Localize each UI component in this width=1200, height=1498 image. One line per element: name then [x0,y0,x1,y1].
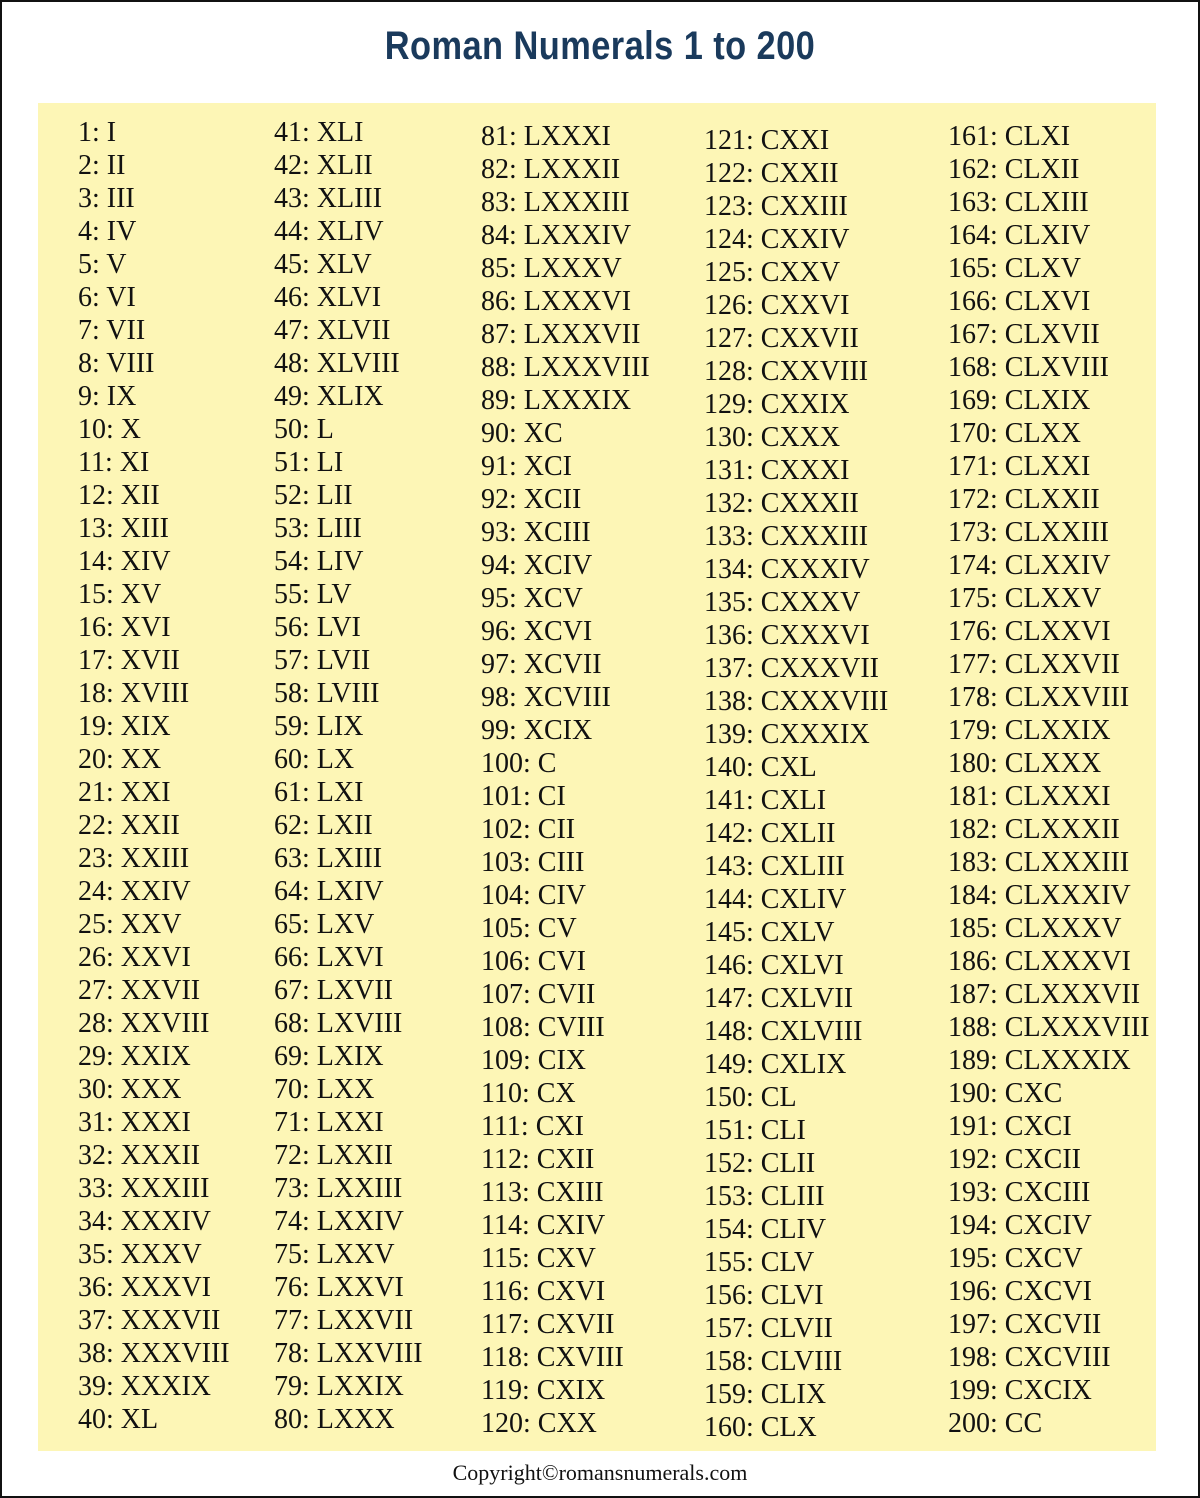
numeral-entry: 87: LXXXVII [481,319,641,350]
numeral-entry: 150: CL [704,1082,797,1113]
numeral-entry: 154: CLIV [704,1214,827,1245]
numeral-entry: 96: XCVI [481,616,593,647]
numeral-entry: 53: LIII [274,513,362,544]
numeral-entry: 199: CXCIX [948,1375,1092,1406]
numerals-panel [38,103,1156,1451]
numeral-entry: 65: LXV [274,909,375,940]
numeral-entry: 26: XXVI [78,942,191,973]
numeral-entry: 175: CLXXV [948,583,1102,614]
numeral-entry: 92: XCII [481,484,582,515]
numeral-entry: 117: CXVII [481,1309,615,1340]
numeral-entry: 147: CXLVII [704,983,854,1014]
numeral-entry: 164: CLXIV [948,220,1091,251]
numeral-entry: 138: CXXXVIII [704,686,889,717]
numeral-entry: 167: CLXVII [948,319,1100,350]
numeral-entry: 42: XLII [274,150,373,181]
numeral-entry: 97: XCVII [481,649,602,680]
numeral-entry: 95: XCV [481,583,583,614]
numeral-entry: 14: XIV [78,546,171,577]
numeral-entry: 126: CXXVI [704,290,850,321]
numeral-entry: 28: XXVIII [78,1008,210,1039]
numeral-entry: 191: CXCI [948,1111,1072,1142]
numeral-entry: 172: CLXXII [948,484,1100,515]
numeral-entry: 137: CXXXVII [704,653,879,684]
numeral-entry: 148: CXLVIII [704,1016,863,1047]
numeral-entry: 140: CXL [704,752,817,783]
numeral-entry: 145: CXLV [704,917,835,948]
numeral-entry: 188: CLXXXVIII [948,1012,1150,1043]
numeral-entry: 144: CXLIV [704,884,847,915]
numeral-entry: 40: XL [78,1404,159,1435]
numeral-entry: 103: CIII [481,847,585,878]
numeral-entry: 162: CLXII [948,154,1080,185]
numeral-entry: 27: XXVII [78,975,201,1006]
numeral-entry: 86: LXXXVI [481,286,632,317]
numeral-entry: 193: CXCIII [948,1177,1091,1208]
numeral-entry: 106: CVI [481,946,586,977]
numeral-entry: 146: CXLVI [704,950,844,981]
numeral-entry: 56: LVI [274,612,361,643]
numeral-entry: 194: CXCIV [948,1210,1092,1241]
numeral-entry: 1: I [78,117,117,148]
numeral-entry: 177: CLXXVII [948,649,1120,680]
numeral-entry: 134: CXXXIV [704,554,870,585]
numeral-entry: 131: CXXXI [704,455,850,486]
numeral-entry: 139: CXXXIX [704,719,870,750]
numeral-entry: 174: CLXXIV [948,550,1111,581]
numeral-entry: 33: XXXIII [78,1173,210,1204]
numeral-entry: 90: XC [481,418,563,449]
numeral-entry: 127: CXXVII [704,323,859,354]
numeral-entry: 200: CC [948,1408,1043,1439]
numeral-entry: 151: CLI [704,1115,806,1146]
numeral-entry: 79: LXXIX [274,1371,404,1402]
numeral-entry: 30: XXX [78,1074,182,1105]
numeral-entry: 159: CLIX [704,1379,827,1410]
numeral-entry: 50: L [274,414,334,445]
numeral-entry: 71: LXXI [274,1107,384,1138]
numeral-entry: 11: XI [78,447,150,478]
numeral-entry: 46: XLVI [274,282,382,313]
numeral-entry: 133: CXXXIII [704,521,869,552]
numeral-entry: 47: XLVII [274,315,391,346]
numeral-entry: 158: CLVIII [704,1346,843,1377]
numeral-entry: 155: CLV [704,1247,815,1278]
numeral-entry: 105: CV [481,913,577,944]
numeral-entry: 141: CXLI [704,785,827,816]
numeral-entry: 135: CXXXV [704,587,861,618]
numeral-entry: 10: X [78,414,141,445]
numeral-entry: 37: XXXVII [78,1305,221,1336]
numeral-entry: 125: CXXV [704,257,841,288]
numeral-entry: 180: CLXXX [948,748,1102,779]
numeral-entry: 78: LXXVIII [274,1338,423,1369]
numeral-entry: 19: XIX [78,711,171,742]
numeral-entry: 160: CLX [704,1412,817,1443]
numeral-entry: 169: CLXIX [948,385,1091,416]
numeral-entry: 190: CXC [948,1078,1063,1109]
numeral-entry: 60: LX [274,744,355,775]
numeral-entry: 80: LXXX [274,1404,395,1435]
numeral-entry: 107: CVII [481,979,596,1010]
numeral-entry: 44: XLIV [274,216,384,247]
numeral-entry: 195: CXCV [948,1243,1083,1274]
numeral-entry: 149: CXLIX [704,1049,847,1080]
numeral-entry: 109: CIX [481,1045,586,1076]
numeral-entry: 64: LXIV [274,876,384,907]
numeral-entry: 32: XXXII [78,1140,201,1171]
numeral-entry: 3: III [78,183,135,214]
numeral-entry: 82: LXXXII [481,154,621,185]
numeral-entry: 173: CLXXIII [948,517,1109,548]
numeral-entry: 58: LVIII [274,678,380,709]
page-title: Roman Numerals 1 to 200 [384,24,816,68]
numeral-entry: 118: CXVIII [481,1342,624,1373]
numeral-entry: 189: CLXXXIX [948,1045,1131,1076]
numeral-entry: 110: CX [481,1078,576,1109]
numeral-entry: 6: VI [78,282,136,313]
numeral-entry: 81: LXXXI [481,121,611,152]
numeral-entry: 23: XXIII [78,843,190,874]
numeral-entry: 55: LV [274,579,352,610]
numeral-entry: 166: CLXVI [948,286,1091,317]
numeral-entry: 45: XLV [274,249,372,280]
numeral-entry: 114: CXIV [481,1210,606,1241]
numeral-entry: 152: CLII [704,1148,816,1179]
numeral-entry: 73: LXXIII [274,1173,403,1204]
numeral-entry: 171: CLXXI [948,451,1091,482]
numeral-entry: 129: CXXIX [704,389,850,420]
numeral-entry: 20: XX [78,744,162,775]
numeral-entry: 122: CXXII [704,158,839,189]
numeral-entry: 21: XXI [78,777,171,808]
numeral-entry: 124: CXXIV [704,224,850,255]
numeral-entry: 89: LXXXIX [481,385,632,416]
numeral-entry: 2: II [78,150,126,181]
numeral-entry: 156: CLVI [704,1280,824,1311]
numeral-entry: 38: XXXVIII [78,1338,230,1369]
numeral-entry: 62: LXII [274,810,373,841]
numeral-entry: 22: XXII [78,810,180,841]
numeral-entry: 74: LXXIV [274,1206,404,1237]
numeral-entry: 170: CLXX [948,418,1081,449]
numeral-entry: 198: CXCVIII [948,1342,1111,1373]
numeral-entry: 113: CXIII [481,1177,604,1208]
numeral-entry: 49: XLIX [274,381,384,412]
numeral-entry: 66: LXVI [274,942,384,973]
numeral-entry: 57: LVII [274,645,371,676]
numeral-entry: 39: XXXIX [78,1371,211,1402]
numeral-entry: 136: CXXXVI [704,620,870,651]
numeral-entry: 185: CLXXXV [948,913,1122,944]
numeral-entry: 104: CIV [481,880,586,911]
numeral-entry: 76: LXXVI [274,1272,404,1303]
numeral-entry: 41: XLI [274,117,364,148]
numeral-entry: 84: LXXXIV [481,220,632,251]
numeral-entry: 111: CXI [481,1111,584,1142]
numeral-entry: 121: CXXI [704,125,830,156]
numeral-entry: 29: XXIX [78,1041,191,1072]
numeral-entry: 24: XXIV [78,876,191,907]
numeral-entry: 12: XII [78,480,160,511]
numeral-entry: 123: CXXIII [704,191,848,222]
numeral-entry: 63: LXIII [274,843,383,874]
numeral-entry: 165: CLXV [948,253,1081,284]
numeral-entry: 43: XLIII [274,183,383,214]
numeral-entry: 120: CXX [481,1408,597,1439]
numeral-entry: 101: CI [481,781,566,812]
numeral-entry: 192: CXCII [948,1144,1081,1175]
numeral-entry: 52: LII [274,480,353,511]
numeral-entry: 25: XXV [78,909,182,940]
numeral-entry: 7: VII [78,315,146,346]
numeral-entry: 153: CLIII [704,1181,825,1212]
numeral-entry: 54: LIV [274,546,364,577]
numeral-entry: 181: CLXXXI [948,781,1111,812]
numeral-entry: 18: XVIII [78,678,190,709]
numeral-entry: 17: XVII [78,645,180,676]
numeral-entry: 91: XCI [481,451,572,482]
numeral-entry: 4: IV [78,216,137,247]
numeral-entry: 75: LXXV [274,1239,395,1270]
numeral-entry: 186: CLXXXVI [948,946,1131,977]
numeral-entry: 61: LXI [274,777,364,808]
numeral-entry: 157: CLVII [704,1313,833,1344]
numeral-entry: 100: C [481,748,557,779]
numeral-entry: 132: CXXXII [704,488,859,519]
numeral-entry: 112: CXII [481,1144,595,1175]
numeral-entry: 67: LXVII [274,975,393,1006]
numeral-entry: 69: LXIX [274,1041,384,1072]
numeral-entry: 99: XCIX [481,715,593,746]
numeral-entry: 108: CVIII [481,1012,605,1043]
numeral-entry: 182: CLXXXII [948,814,1120,845]
numeral-entry: 94: XCIV [481,550,593,581]
numeral-entry: 176: CLXXVI [948,616,1111,647]
numeral-entry: 179: CLXXIX [948,715,1111,746]
numeral-entry: 77: LXXVII [274,1305,414,1336]
numeral-entry: 88: LXXXVIII [481,352,650,383]
numeral-entry: 116: CXVI [481,1276,606,1307]
numeral-entry: 119: CXIX [481,1375,606,1406]
numeral-entry: 13: XIII [78,513,169,544]
numeral-entry: 143: CXLIII [704,851,845,882]
numeral-entry: 9: IX [78,381,137,412]
numeral-entry: 168: CLXVIII [948,352,1109,383]
numeral-entry: 83: LXXXIII [481,187,630,218]
numeral-entry: 163: CLXIII [948,187,1089,218]
numeral-entry: 184: CLXXXIV [948,880,1131,911]
numeral-entry: 48: XLVIII [274,348,400,379]
numeral-entry: 187: CLXXXVII [948,979,1141,1010]
numeral-entry: 70: LXX [274,1074,375,1105]
numeral-entry: 98: XCVIII [481,682,611,713]
numeral-entry: 34: XXXIV [78,1206,211,1237]
numeral-entry: 31: XXXI [78,1107,191,1138]
numeral-entry: 8: VIII [78,348,155,379]
numeral-entry: 161: CLXI [948,121,1071,152]
numeral-entry: 85: LXXXV [481,253,622,284]
numeral-entry: 142: CXLII [704,818,836,849]
numeral-entry: 5: V [78,249,127,280]
numeral-entry: 178: CLXXVIII [948,682,1130,713]
numeral-entry: 59: LIX [274,711,364,742]
copyright-footer: Copyright©romansnumerals.com [452,1460,748,1485]
numeral-entry: 35: XXXV [78,1239,202,1270]
numeral-entry: 16: XVI [78,612,171,643]
numeral-entry: 130: CXXX [704,422,841,453]
numeral-entry: 183: CLXXXIII [948,847,1130,878]
numeral-entry: 102: CII [481,814,576,845]
numeral-entry: 128: CXXVIII [704,356,869,387]
numeral-entry: 15: XV [78,579,162,610]
numeral-entry: 197: CXCVII [948,1309,1102,1340]
numeral-entry: 68: LXVIII [274,1008,403,1039]
numeral-entry: 196: CXCVI [948,1276,1092,1307]
numeral-entry: 51: LI [274,447,344,478]
numeral-entry: 72: LXXII [274,1140,393,1171]
numeral-entry: 93: XCIII [481,517,591,548]
numeral-entry: 36: XXXVI [78,1272,211,1303]
numeral-entry: 115: CXV [481,1243,596,1274]
